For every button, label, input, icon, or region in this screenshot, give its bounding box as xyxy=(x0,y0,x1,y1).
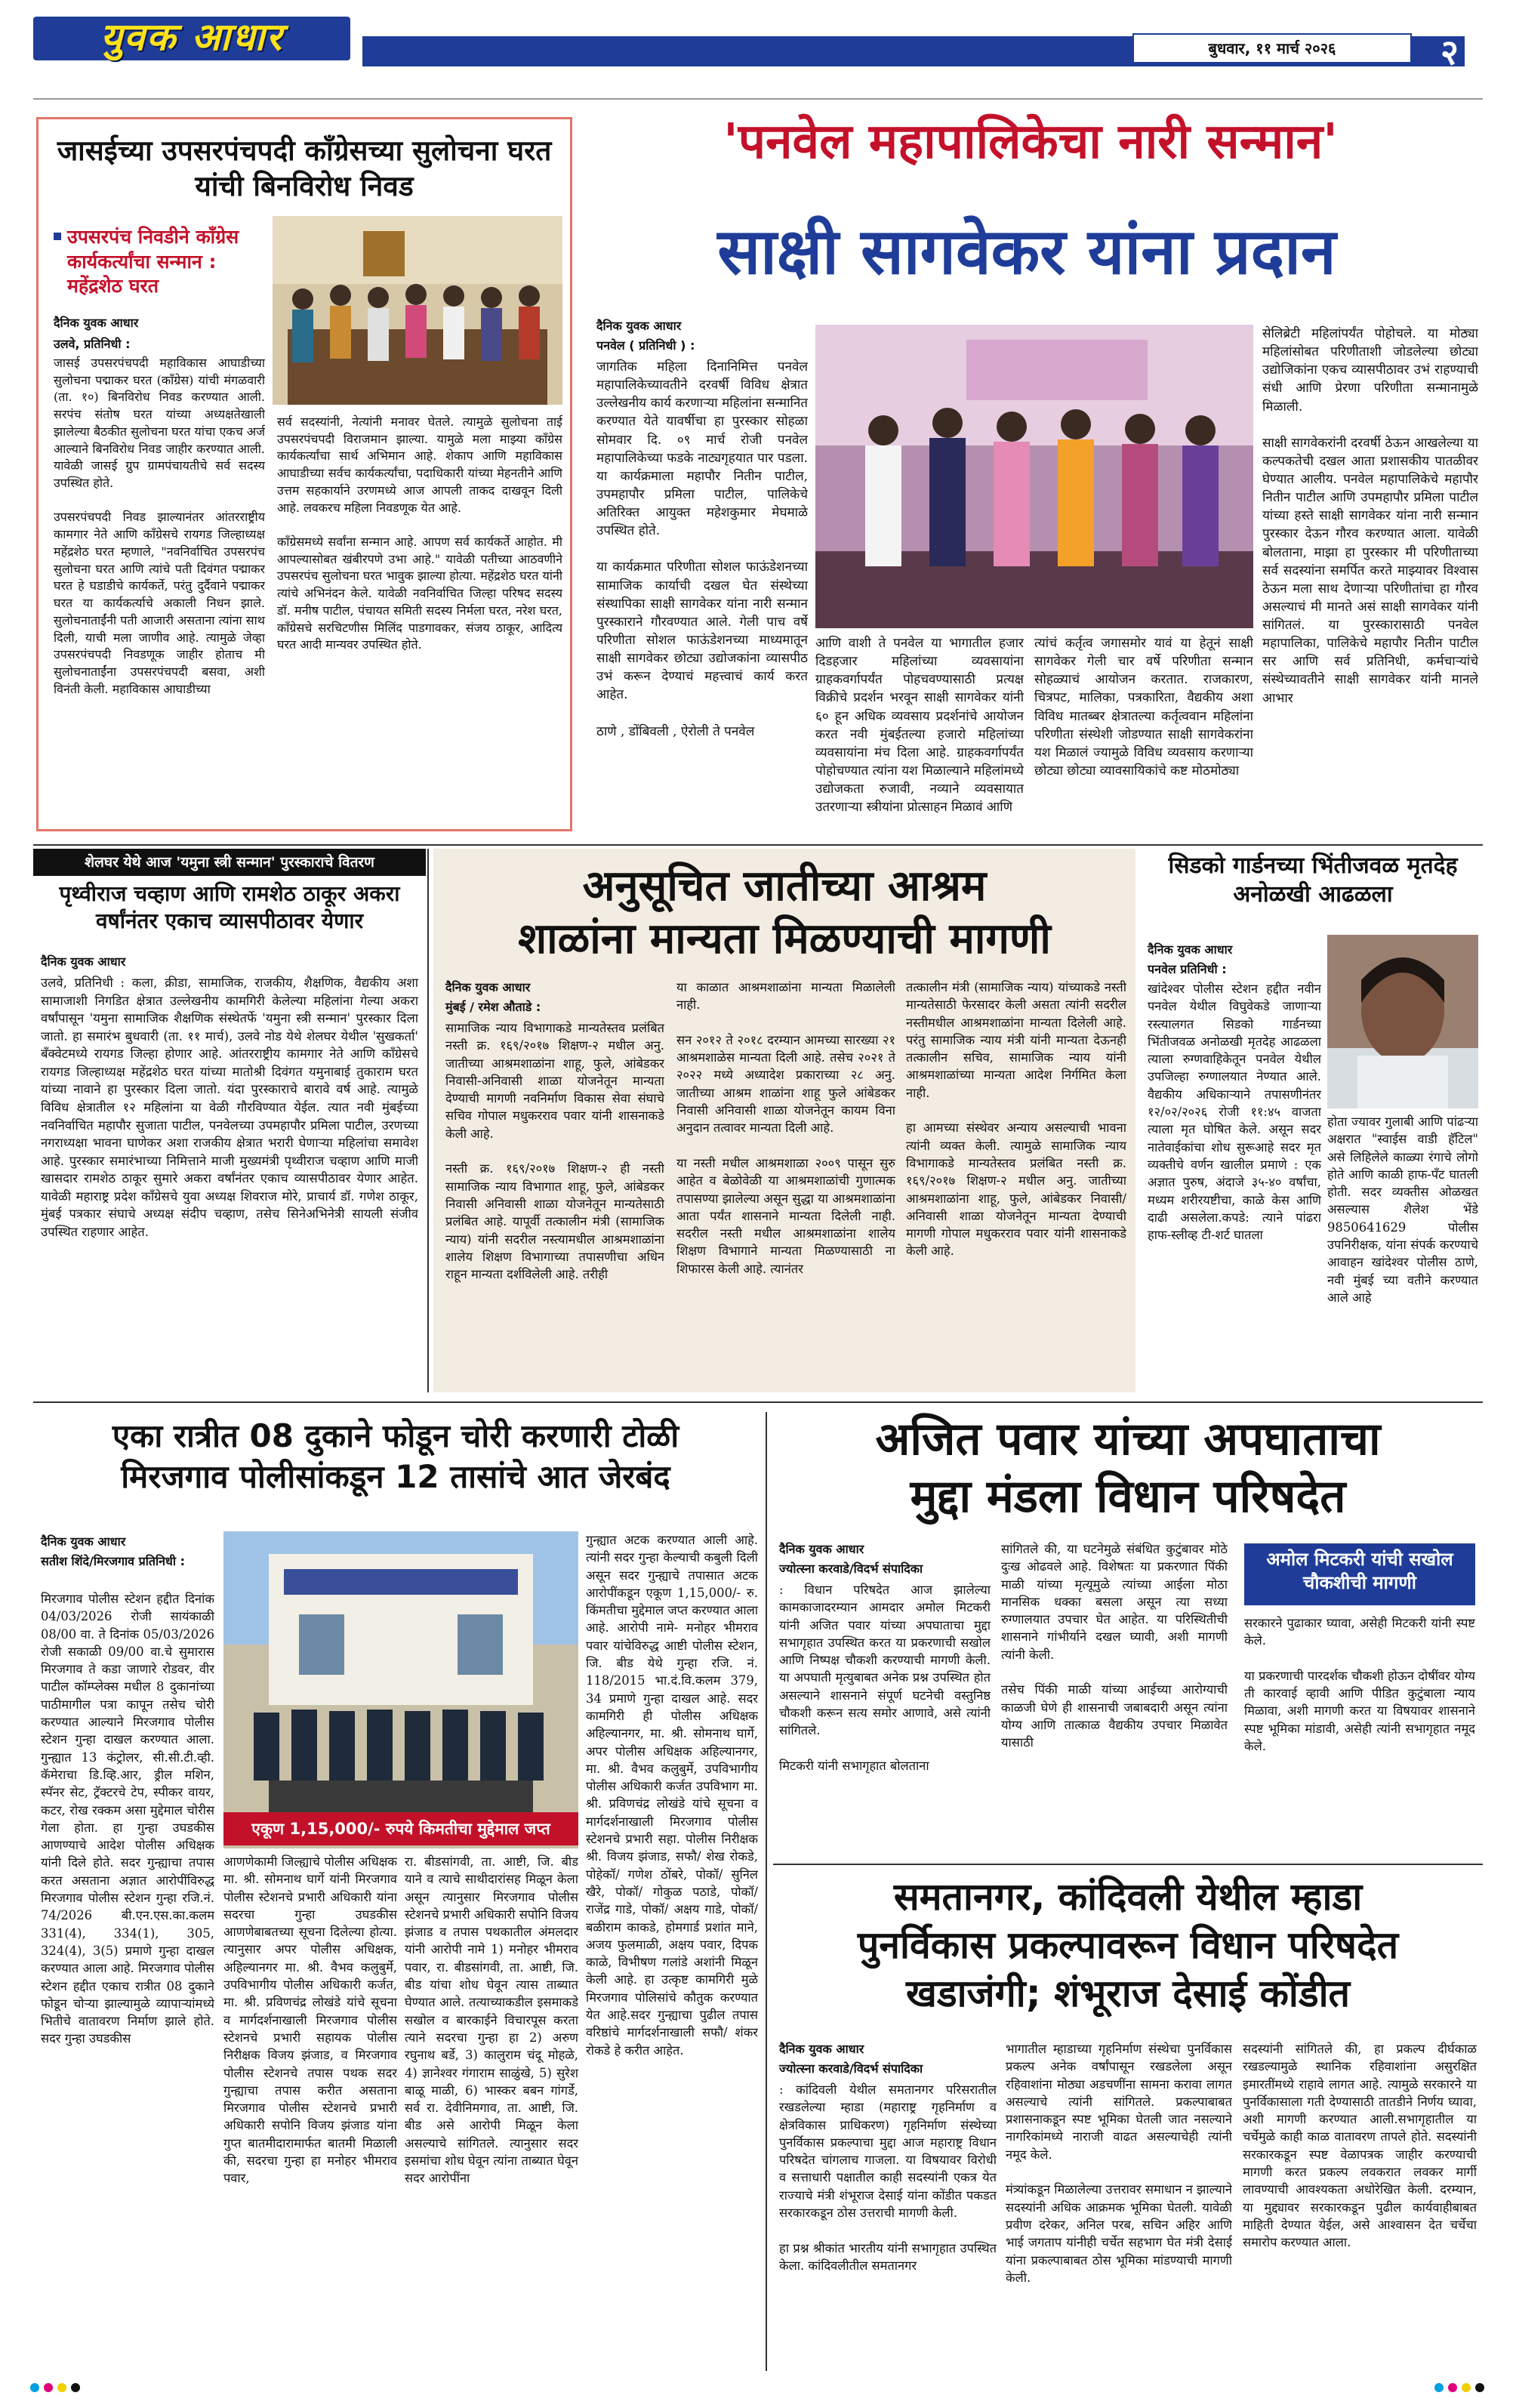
cyan-dot-icon xyxy=(30,2383,39,2392)
body-column-2: आणणेकामी जिल्ह्याचे पोलीस अधिक्षक मा. श्री. सोमनाथ घार्गे यांनी मिरजगाव पोलीस स्टेशनचे प्रभारी अधिकारी यांना सदरचा गुन्हा उघडकीस आणणेबाबतच्या सूचना दिलेल्या होत्या. त्यानुसार अपर पोलीस अधिक्षक, अहिल्यानगर मा. श्री. वैभव कलुबुर्मे, उपविभागीय पोलीस अधिकारी कर्जत, मा. श्री. प्रविणचंद्र लोखंडे यांचे सूचना व मार्गदर्शनाखाली मिरजगाव पोलीस स्टेशनचे प्रभारी सहायक पोलीस निरीक्षक विजय झंजाड, व मिरजगाव पोलीस स्टेशनचे तपास पथक सदर गुन्ह्याचा तपास करीत असताना मिरजगाव पोलीस स्टेशनचे प्रभारी अधिकारी सपोनि विजय झंजाड यांना गुप्त बातमीदारामार्फत बातमी मिळाली की, सदरचा गुन्हा हा मनोहर भीमराव पवार, xyxy=(223,1855,397,2186)
body-column-2: होता ज्यावर गुलाबी आणि पांढऱ्या अक्षरात "स्वाईस वाडी हॅटिल" असे लिहिलेले काळ्या रंगाचे लोगो होते आणि काळी हाफ-पॅंट घातली होती. सदर व्यक्तीस ओळखत असल्यास शैलेश भेंडे 9850641629 पोलीस उपनिरीक्षक, यांना संपर्क करण्याचे आवाहन खांदेश्वर पोलीस ठाणे, नवी मुंबई च्या वतीने करण्यात आले आहे xyxy=(1327,1115,1478,1305)
byline: दैनिक युवक आधार xyxy=(779,1542,864,1556)
body-column-1: : विधान परिषदेत आज झालेल्या कामकाजादरम्यान आमदार अमोल मिटकरी यांनी अजित पवार यांच्या अपघाताचा मुद्दा सभागृहात उपस्थित करत या प्रकरणाची सखोल आणि निष्पक्ष चौकशी करण्याची मागणी केली. या अपघाती मृत्युबाबत अनेक प्रश्न उपस्थित होत असल्याने शासनाने संपूर्ण घटनेची वस्तुनिष्ठ चौकशी करून सत्य समोर आणावे, असे त्यांनी सांगितले. मिटकरी यांनी सभागृहात बोलताना xyxy=(779,1583,991,1773)
dateline: ज्योत्स्ना करवाडे/विदर्भ संपादिका xyxy=(779,2061,923,2076)
police-station-photo xyxy=(223,1531,578,1848)
felicitation-photo xyxy=(273,216,562,405)
headline-line-1: अनुसूचित जातीच्या आश्रम xyxy=(582,862,987,911)
masthead xyxy=(0,0,1516,76)
body-column-2: या काळात आश्रमशाळांना मान्यता मिळालेली नाही. सन २०१२ ते २०१८ दरम्यान आमच्या सारख्या २१ आश्रमशाळेस मान्यता दिली आहे. तसेच २०२१ ते २०२२ मध्ये अध्यादेश प्रकाराच्या २८ अनु. जातीच्या आश्रम शाळांना शाहू फुले आंबेडकर निवासी अनिवासी शाळा योजनेतून कायम विना अनुदान तत्वावर मान्यता दिली आहे. या नस्ती मधील आश्रमशाळा २००९ पासून सुरु आहेत व बेळोवेळी या आश्रमशाळांची गुणात्मक तपासण्या झालेल्या असून सुद्धा या आश्रमशाळांना आता पर्यंत शासनाने मान्यता दिलेली नाही. सदरील नस्ती मधील आश्रमशाळांना शालेय शिक्षण विभागाने मान्यता मिळण्यासाठी ना शिफारस केली आहे. त्यानंतर xyxy=(676,980,895,1276)
print-registration-strip xyxy=(30,2379,1486,2397)
yellow-dot-icon xyxy=(1462,2383,1471,2392)
column-divider xyxy=(766,1412,767,2371)
cyan-dot-icon xyxy=(1434,2383,1444,2392)
byline: दैनिक युवक आधार xyxy=(41,954,126,969)
bullet-icon xyxy=(54,233,61,240)
body: उलवे, प्रतिनिधी : कला, क्रीडा, सामाजिक, राजकीय, शैक्षणिक, वैद्यकीय अशा सामाजाशी निगडित क्षेत्रात उल्लेखनीय कामगिरी केलेल्या महिलांना गेल्या अकरा वर्षांपासून 'यमुना सामाजिक शैक्षणिक संस्थेतर्फे 'यमुना स्त्री सन्मान' पुरस्कार दिला जातो. हा समारंभ बुधवारी (ता. ११ मार्च), उलवे नोड येथे शेलघर येथील 'सुखकर्ता' बॅंक्वेटमध्ये रायगड जिल्हा होणार आहे. आंतरराष्ट्रीय कामगार नेते आणि कॉंग्रेसचे रायगड जिल्हाध्यक्ष महेंद्रशेठ घरत यांच्या मातोश्री दिवंगत यमुनाबाई तुकाराम घरत यांच्या नावाने हा पुरस्कार दिला जातो. यंदा पुरस्काराचे बारावे वर्ष आहे. त्यामुळे विविध क्षेत्रातील १२ महिलांना या वेळी गौरविण्यात येईल. त्यात नवी मुंबईच्या नवनिर्वाचित महापौर सुजाता पाटील, पनवेलच्या उपमहापौर प्रमिला पाटील, उरणच्या नगराध्यक्षा भावना घाणेकर अशा राजकीय क्षेत्रात भरारी घेणाऱ्या महिलांचा समावेश आहे. पुरस्कार समारंभाच्या निमित्ताने माजी मुख्यमंत्री पृथ्वीराज चव्हाण आणि माजी खासदार रामशेठ ठाकूर सुमारे अकरा वर्षांनंतर एकाच व्यासपीठावर येणार आहेत. यावेळी महाराष्ट्र प्रदेश कॉंग्रेसचे युवा अध्यक्ष शिवराज मोरे, प्राचार्य डॉ. गणेश ठाकूर, मुंबई पत्रकार संघाचे अध्यक्ष संदीप चव्हाण, तसेच सिनेअभिनेत्री सायली संजीव उपस्थित राहणार आहेत. xyxy=(41,976,418,1239)
award-ceremony-photo xyxy=(815,325,1253,628)
black-dot-icon xyxy=(71,2383,80,2392)
photo-caption: एकूण 1,15,000/- रुपये किमतीचा मुद्देमाल जप्त xyxy=(223,1812,578,1845)
headline-line-2: पुनर्विकास प्रकल्पावरून विधान परिषदेत xyxy=(857,1923,1399,1967)
body-column-3: सदस्यांनी सांगितले की, हा प्रकल्प दीर्घकाळ रखडल्यामुळे स्थानिक रहिवाशांना असुरक्षित इमारतींमध्ये राहावे लागत आहे. त्यामुळे सरकारने या पुनर्विकासाला गती देण्यासाठी तातडीने निर्णय घ्यावा, अशी मागणी करण्यात आली.सभागृहातील या चर्चेमुळे काही काळ वातावरण तापले होते. सदस्यांनी सरकारकडून स्पष्ट वेळापत्रक जाहीर करण्याची मागणी करत प्रकल्प लवकरात लवकर मार्गी लावण्याची आवश्यकता अधोरेखित केली. दरम्यान, या मुद्द्यावर सरकारकडून पुढील कार्यवाहीबाबत माहिती देण्यात येईल, असे आश्वासन देत चर्चेचा समारोप करण्यात आला. xyxy=(1243,2042,1477,2250)
byline: दैनिक युवक आधार xyxy=(445,980,531,994)
dateline: मुंबई / रमेश औताडे : xyxy=(445,1000,541,1014)
body-column-2: आणि वाशी ते पनवेल या भागातील हजार दिडहजार महिलांच्या व्यवसायांना ग्राहकवर्गापर्यंत पोहचवण्यासाठी प्रत्यक्ष विक्रीचे प्रदर्शन भरवून साक्षी सागवेकर यांनी ६० हून अधिक व्यवसाय प्रदर्शनांचे आयोजन करत नवी मुंबईतल्या हजारो महिलांच्या व्यवसायांना मंच दिला आहे. ग्राहकवर्गापर्यंत पोहोचण्यात त्यांना यश मिळाल्याने महिलांमध्ये उद्योजकता रुजावी, नव्याने व्यवसायात उतरणाऱ्या स्त्रीयांना प्रोत्साहन मिळावं आणि xyxy=(815,636,1024,816)
byline: दैनिक युवक आधार xyxy=(596,319,682,333)
section-divider xyxy=(33,844,1483,846)
dateline: पनवेल प्रतिनिधी : xyxy=(1148,962,1227,976)
body-column-1: : कांदिवली येथील समतानगर परिसरातील रखडलेल्या म्हाडा (महाराष्ट्र गृहनिर्माण व क्षेत्रविकास प्राधिकरण) गृहनिर्माण संस्थेच्या पुनर्विकास प्रकल्पाचा मुद्दा आज महाराष्ट्र विधान परिषदेत चांगलाच गाजला. या विषयावर विरोधी व सत्ताधारी पक्षातील काही सदस्यांनी एकत्र येत राज्याचे मंत्री शंभूराज देसाई यांना कोंडीत पकडत सरकारकडून ठोस उत्तराची मागणी केली. हा प्रश्न श्रीकांत भारतीय यांनी सभागृहात उपस्थित केला. कांदिवलीतील समतानगर xyxy=(779,2083,997,2273)
dateline: ज्योत्स्ना करवाडे/विदर्भ संपादिका xyxy=(779,1562,923,1576)
byline: दैनिक युवक आधार xyxy=(54,316,139,330)
section-divider xyxy=(773,1864,1483,1865)
headline-line-2: मिरजगाव पोलीसांकडून 12 तासांचे आत जेरबंद xyxy=(121,1458,670,1495)
newspaper-logo: युवक आधार xyxy=(100,15,283,59)
side-highlight-box: अमोल मिटकरी यांची सखोल चौकशीची मागणी xyxy=(1244,1543,1475,1605)
body-column-2: सर्व सदस्यांनी, नेत्यांनी मनावर घेतले. त्यामुळे सुलोचना ताई उपसरपंचपदी विराजमान झाल्या. यामुळे मला माझ्या कॉंग्रेस कार्यकर्त्यांचा सार्थ अभिमान आहे. शेकाप आणि महाविकास आघाडीच्या सर्वच कार्यकर्त्यांचा, पदाधिकारी यांच्या मेहनतीने आणि उत्तम सहकार्याने उरणमध्ये आज आपली ताकद दाखवून दिली आहे. लवकरच महिला निवडणूक येत आहे. कॉंग्रेसमध्ये सर्वांना सन्मान आहे. आपण सर्व कार्यकर्ते आहोत. मी आपल्यासोबत खंबीरपणे उभा आहे." यावेळी पतीच्या आठवणीने उपसरपंच सुलोचना घरत भावुक झाल्या होत्या. महेंद्रशेठ घरत यांनी त्यांचे अभिनंदन केले. यावेळी नवनिर्वाचित जिल्हा परिषद सदस्य डॉ. मनीष पाटील, पंचायत समिती सदस्य निर्मला घरत, नरेश घरत, कॉंग्रेसचे सरचिटणीस मिलिंद पाडगावकर, संजय ठाकूर, आदित्य घरत आदी मान्यवर उपस्थित होते. xyxy=(277,415,562,652)
masthead-divider xyxy=(33,98,1483,100)
subheadline: उपसरपंच निवडीने कॉंग्रेस कार्यकर्त्यांचा सन्मान : महेंद्रशेठ घरत xyxy=(67,226,239,297)
headline-line-1: अजित पवार यांच्या अपघाताचा xyxy=(875,1413,1381,1466)
body-column-1: मिरजगाव पोलीस स्टेशन हद्दीत दिनांक 04/03/2026 रोजी सायंकाळी 08/00 वा. ते दिनांक 05/03/2026 रोजी सकाळी 09/00 वा.चे सुमारास मिरजगाव ते कडा जाणारे रोडवर, वीर पाटील कॉम्प्लेक्स मधील 8 दुकानांच्या पाठीमागील पत्रा कापून तसेच चोरी करण्यात आल्याने मिरजगाव पोलीस स्टेशन गुन्हा दाखल करण्यात आला. गुन्ह्यात 13 कंट्रोलर, सी.सी.टी.व्ही. कॅमेराचा डि.व्हि.आर, ड्रील मशिन, स्पॅनर सेट, ट्रॅक्टरचे टेप, स्पीकर वायर, कटर, रोख रक्कम असा मुद्देमाल चोरीस गेला होता. हा गुन्हा उघडकीस आणण्याचे आदेश पोलीस अधिक्षक यांनी दिले होते. सदर गुन्ह्याचा तपास करत असताना अज्ञात आरोपींविरुद्ध मिरजगाव पोलीस स्टेशन गुन्हा रजि.नं. 74/2026 बी.एन.एस.का.कलम 331(4), 334(1), 305, 324(4), 3(5) प्रमाणे गुन्हा दाखल करण्यात आला आहे. मिरजगाव पोलीस स्टेशन हद्दीत एकाच रात्रीत 08 दुकाने फोडून चोऱ्या झाल्यामुळे व्यापाऱ्यांमध्ये भितीचे वातावरण निर्माण झाले होते. सदर गुन्हा उघडकीस xyxy=(41,1592,214,2046)
issue-date: बुधवार, ११ मार्च २०२६ xyxy=(1132,33,1412,63)
headline-line-1: 'पनवेल महापालिकेचा नारी सन्मान' xyxy=(723,114,1338,170)
dateline: सतीश शिंदे/मिरजगाव प्रतिनिधी : xyxy=(41,1554,185,1568)
headline: सिडको गार्डनच्या भिंतीजवळ मृतदेह अनोळखी आढळला xyxy=(1168,853,1458,908)
byline: दैनिक युवक आधार xyxy=(779,2042,864,2056)
body-column-4: गुन्ह्यात अटक करण्यात आली आहे. त्यांनी सदर गुन्हा केल्याची कबुली दिली असून सदर गुन्ह्याचे तपासात अटक आरोपींकडून एकूण 1,15,000/- रु. किंमतीचा मुद्देमाल जप्त करण्यात आला आहे. आरोपी नामे- मनोहर भीमराव पवार यांचेविरुद्ध आष्टी पोलीस स्टेशन, जि. बीड येथे गुन्हा रजि. नं. 118/2015 भा.दं.वि.कलम 379, 34 प्रमाणे गुन्हा दाखल आहे. सदर कामगिरी ही पोलीस अधिक्षक अहिल्यानगर, मा. श्री. सोमनाथ घार्गे, अपर पोलीस अधिक्षक अहिल्यानगर, मा. श्री. वैभव कलुबुर्मे, उपविभागीय पोलीस अधिकारी कर्जत उपविभाग मा. श्री. प्रविणचंद्र लोखंडे यांचे सूचना व मार्गदर्शनाखाली मिरजगाव पोलीस स्टेशनचे प्रभारी सहा. पोलीस निरीक्षक श्री. विजय झंजाड, सफौ/ शेख रोकडे, पोहेकॉ/ गणेश ठोंबरे, पोकॉ/ सुनिल खैरे, पोकॉ/ गोकुळ पठाडे, पोकॉ/ राजेंद्र गाडे, पोकॉ/ अक्षय गाडे, पोकॉ/ बळीराम काकडे, होमगार्ड प्रशांत माने, अजय फुलमाळी, अक्षय पवार, दिपक काळे, विभीषण गलांडे अशांनी मिळून केली आहे. हा उत्कृष्ट कामगिरी मुळे मिरजगाव पोलिसांचे कौतुक करण्यात येत आहे.सदर गुन्ह्याचा पुढील तपास वरिष्ठांचे मार्गदर्शनाखाली सफौ/ शंकर रोकडे हे करीत आहेत. xyxy=(586,1533,758,2058)
section-divider xyxy=(33,1401,1483,1403)
body-column-1: सामाजिक न्याय विभागाकडे मान्यतेस्तव प्रलंबित नस्ती क्र. १६९/२०१७ शिक्षण-२ मधील अनु. जातीच्या आश्रमशाळांना शाहू, फुले, आंबेडकर निवासी-अनिवासी शाळा योजनेतून मान्यता देण्याची मागणी नवनिर्माण विकास सेवा संघाचे सचिव गोपाल मधुकरराव पवार यांनी शासनाकडे केली आहे. नस्ती क्र. १६९/२०१७ शिक्षण-२ ही नस्ती सामाजिक न्याय विभागात शाहू, फुले, आंबेडकर निवासी अनिवासी शाळा योजनेतून मान्यतेसाठी प्रलंबित आहे. यापूर्वी तत्कालीन मंत्री (सामाजिक न्याय) यांनी सदरील नस्त्यामधील आश्रमशाळांना शालेय शिक्षण विभागाच्या तपासणीचा अधिन राहून मान्यता दर्शविलेली आहे. तरीही xyxy=(445,1021,664,1282)
headline-line-2: मुद्दा मंडला विधान परिषदेत xyxy=(910,1470,1346,1523)
headline-line-1: समतानगर, कांदिवली येथील म्हाडा xyxy=(893,1875,1363,1919)
deceased-person-photo xyxy=(1327,935,1478,1108)
headline-line-2: शाळांना मान्यता मिळण्याची मागणी xyxy=(518,914,1051,964)
page-number: २ xyxy=(1441,32,1459,72)
body-column-1: जागतिक महिला दिनानिमित्त पनवेल महापालिकेच्यावतीने दरवर्षी विविध क्षेत्रात उल्लेखनीय कार्य करणाऱ्या महिलांना सन्मानित करण्यात येते यावर्षीचा हा पुरस्कार सोहळा सोमवार दि. ०९ मार्च रोजी पनवेल महापालिकेच्या फडके नाट्यगृहयात पार पडला. या कार्यक्रमाला महापौर नितीन पाटील, उपमहापौर प्रमिला पाटील, पालिकेचे अतिरिक्त आयुक्त महेशकुमार मेघमाळे उपस्थित होते. या कार्यक्रमात परिणीता सोशल फाऊंडेशनच्या सामाजिक कार्याची दखल घेत संस्थेच्या संस्थापिका साक्षी सागवेकर यांना नारी सन्मान पुरस्काराने गौरवण्यात आले. गेली पाच वर्षे परिणीता सोशल फाऊंडेशनच्या माध्यमातून साक्षी सागवेकर छोट्या उद्योजकांना व्यासपीठ उभं करून देण्याचं महत्त्वाचं कार्य करत आहेत. ठाणे , डोंबिवली , ऐरोली ते पनवेल xyxy=(596,359,808,739)
dateline: उलवे, प्रतिनिधी : xyxy=(54,337,131,351)
body-column-1: जासई उपसरपंचपदी महाविकास आघाडीच्या सुलोचना पद्माकर घरत (कॉंग्रेस) यांची मंगळवारी (ता. १०) बिनविरोध निवड करण्यात आली. सरपंच संतोष घरत यांच्या अध्यक्षतेखाली झालेल्या बैठकीत सुलोचना घरत यांचा एकच अर्ज आल्याने बिनविरोध निवड जाहीर करण्यात आली. यावेळी जासई ग्रुप ग्रामपंचायतीचे सर्व सदस्य उपस्थित होते. उपसरपंचपदी निवड झाल्यानंतर आंतरराष्ट्रीय कामगार नेते आणि कॉंग्रेसचे रायगड जिल्हाध्यक्ष महेंद्रशेठ घरत म्हणाले, "नवनिर्वाचित उपसरपंच सुलोचना घरत आणि त्यांचे पती दिवंगत पद्माकर घरत हे घडाडीचे कार्यकर्ते, परंतु दुर्दैवाने पद्माकर घरत या कार्यकर्त्याचे अकाली निधन झाले. सुलोचनाताईंनी पती आजारी असताना त्यांना साथ दिली, याची मला जाणीव आहे. त्यामुळे जेव्हा उपसरपंचपदी निवडणूक जाहीर होताच मी सुलोचनाताईंना उपसरपंचपदी बसवा, अशी विनंती केली. महाविकास आघाडीच्या xyxy=(54,356,265,696)
byline: दैनिक युवक आधार xyxy=(41,1534,126,1549)
yellow-dot-icon xyxy=(57,2383,66,2392)
headline: पृथ्वीराज चव्हाण आणि रामशेठ ठाकूर अकरा वर्षांनंतर एकाच व्यासपीठावर येणार xyxy=(59,881,400,933)
headline: जासईच्या उपसरपंचपदी कॉंग्रेसच्या सुलोचना घरत यांची बिनविरोध निवड xyxy=(57,134,552,203)
body-column-3: सरकारने पुढाकार घ्यावा, असेही मिटकरी यांनी स्पष्ट केले. या प्रकरणाची पारदर्शक चौकशी होऊन दोषींवर योग्य ती कारवाई व्हावी आणि पीडित कुटुंबाला न्याय मिळावा, अशी मागणी करत या विषयावर शासनाने स्पष्ट भूमिका मांडावी, असेही त्यांनी सभागृहात नमूद केले. xyxy=(1244,1616,1475,1754)
magenta-dot-icon xyxy=(1448,2383,1457,2392)
byline: दैनिक युवक आधार xyxy=(1148,942,1233,957)
body-column-3: रा. बीडसांगवी, ता. आष्टी, जि. बीड याने व त्याचे साथीदारांसह मिळून केला असून त्यानुसार मिरजगाव पोलीस स्टेशनचे प्रभारी अधिकारी सपोनि विजय झंजाड व तपास पथकातील अंमलदार यांनी आरोपी नामे 1) मनोहर भीमराव पवार, रा. बीडसांगवी, ता. आष्टी, जि. बीड यांचा शोध घेवून त्यास ताब्यात घेण्यात आले. तत्याच्याकडील इसमाकडे सखोल व बारकाईने विचारपूस करता त्याने सदरचा गुन्हा हा 2) अरुण रघुनाथ बर्डे, 3) कालुराम चंदू मोहळे, 4) ज्ञानेश्वर गंगाराम साळुंखे, 5) सुरेश बाळू माळी, 6) भास्कर बबन गांगर्डे, सर्व रा. देवीनिमगाव, ता. आष्टी, जि. बीड असे आरोपी मिळून केला असल्याचे सांगितले. त्यानुसार सदर इसमांचा शोध घेवून त्यांना ताब्यात घेवून सदर आरोपींना xyxy=(405,1855,578,2186)
body-column-2: भागातील म्हाडाच्या गृहनिर्माण संस्थेचा पुनर्विकास प्रकल्प अनेक वर्षांपासून रखडलेला असून रहिवाशांना मोठ्या अडचणींना सामना करावा लागत असल्याचे त्यांनी सांगितले. प्रकल्पाबाबत प्रशासनाकडून स्पष्ट भूमिका घेतली जात नसल्याने नागरिकांमध्ये नाराजी वाढत असल्याचेही त्यांनी नमूद केले. मंत्र्यांकडून मिळालेल्या उत्तरावर समाधान न झाल्याने सदस्यांनी अधिक आक्रमक भूमिका घेतली. यावेळी प्रवीण दरेकर, अनिल परब, सचिन अहिर आणि भाई जगताप यांनीही चर्चेत सहभाग घेत मंत्री देसाई यांना प्रकल्पाबाबत ठोस भूमिका मांडण्याची मागणी केली. xyxy=(1006,2042,1232,2285)
body-column-4: सेलिब्रेटी महिलांपर्यंत पोहोचले. या मोठ्या महिलांसोबत परिणीताशी जोडलेल्या छोट्या उद्योजिकांना एकच व्यासपीठावर उभं राहण्याची संधी आणि प्रेरणा परिणीता सन्मानामुळे मिळाली. साक्षी सागवेकरांनी दरवर्षी ठेऊन आखलेल्या या कल्पकतेची दखल आता प्रशासकीय पातळीवर घेण्यात आलीय. पनवेल महापालिकेचे महापौर नितीन पाटील आणि उपमहापौर प्रमिला पाटील यांच्या हस्ते साक्षी सागवेकर यांना नारी सन्मान पुरस्कार देऊन गौरव करण्यात आला. यावेळी बोलताना, माझा हा पुरस्कार मी परिणीताच्या सर्व सदस्यांना समर्पित करते माझ्यावर विश्वास ठेऊन मला साथ देणाऱ्या परिणीतांचा हा गौरव असल्याचं मी मानते असं साक्षी सागवेकर यांनी सांगितलं. या पुरस्कारासाठी पनवेल महापालिका, पालिकेचे महापौर नितीन पाटील सर आणि सर्व प्रतिनिधी, कर्मचाऱ्यांचे संस्थेच्यावतीने साक्षी सागवेकर यांनी मानले आभार xyxy=(1262,326,1478,706)
headline-line-3: खडाजंगी; शंभूराज देसाई कोंडीत xyxy=(905,1972,1351,2015)
kicker: शेलघर येथे आज 'यमुना स्त्री सन्मान' पुरस्काराचे वितरण xyxy=(33,849,426,876)
story-ashram-school xyxy=(433,849,1135,1392)
headline-line-1: एका रात्रीत 08 दुकाने फोडून चोरी करणारी टोळी xyxy=(112,1417,679,1454)
headline-line-2: साक्षी सागवेकर यांना प्रदान xyxy=(717,214,1336,288)
dateline: पनवेल ( प्रतिनिधी ) : xyxy=(596,338,695,353)
story-upsarpanch xyxy=(36,117,572,831)
body-column-3: तत्कालीन मंत्री (सामाजिक न्याय) यांच्याकडे नस्ती मान्यतेसाठी फेरसादर केली असता त्यांनी सदरील नस्तीमधील आश्रमशाळांना मान्यता दिलेली आहे. परंतु सामाजिक न्याय मंत्री यांनी मान्यता देऊनही तत्कालीन सचिव, सामाजिक न्याय यांनी आश्रमशाळांच्या मान्यता आदेश निर्गमित केला नाही. हा आमच्या संस्थेवर अन्याय असल्याची भावना त्यांनी व्यक्त केली. त्यामुळे सामाजिक न्याय विभागाकडे मान्यतेस्तव प्रलंबित नस्ती क्र. १६९/२०१७ शिक्षण-२ मधील अनु. जातीच्या आश्रमशाळांना शाहू, फुले, आंबेडकर निवासी/अनिवासी शाळा योजनेतून मान्यता देण्याची मागणी गोपाल मधुकरराव पवार यांनी शासनाकडे केली आहे. xyxy=(906,980,1126,1259)
body-column-2: सांगितले की, या घटनेमुळे संबंधित कुटुंबावर मोठे दुःख ओढवले आहे. विशेषतः या प्रकरणात पिंकी माळी यांच्या मृत्यूमुळे त्यांच्या आईला मोठा मानसिक धक्का बसला असून त्या सध्या रुग्णालयात उपचार घेत आहेत. या परिस्थितीची शासनाने गांभीर्याने दखल घ्यावी, अशी मागणी त्यांनी केली. तसेच पिंकी माळी यांच्या आईच्या आरोग्याची काळजी घेणे ही शासनाची जबाबदारी असून त्यांना योग्य आणि तात्काळ वैद्यकीय उपचार मिळावेत यासाठी xyxy=(1001,1542,1228,1750)
magenta-dot-icon xyxy=(44,2383,53,2392)
black-dot-icon xyxy=(1475,2383,1484,2392)
body-column-1: खांदेश्वर पोलीस स्टेशन हद्दीत नवीन पनवेल येथील विघुवेकडे जाणाऱ्या रस्त्यालगत सिडको गार्डनच्या भिंतीजवळ अनोळखी मृतदेह आढळला त्याला रुग्णवाहिकेतून पनवेल येथील उपजिल्हा रुग्णालयात नेण्यात आले. वैद्यकीय अधिकाऱ्याने तपासणीनंतर १२/०२/२०२६ रोजी ११:४५ वाजता त्याला मृत घोषित केले. असून सदर नातेवाईकांचा शोध सुरूआहे सदर मृत व्यक्तीचे वर्णन खालील प्रमाणे : एक अज्ञात पुरुष, अंदाजे ३५-४० वर्षांचा, मध्यम शरीरयष्टीचा, काळे केस आणि दाढी असलेला.कपडे: त्याने पांढरा हाफ-स्लीव्ह टी-शर्ट घातला xyxy=(1148,982,1321,1243)
body-column-3: त्यांचं कर्तृत्व जगासमोर यावं या हेतूनं साक्षी सागवेकर गेली चार वर्षे परिणीता सन्मान सोहळ्याचं आयोजन करतात. राजकारण, चित्रपट, मालिका, पत्रकारिता, वैद्यकीय अशा विविध मातब्बर क्षेत्रातल्या कर्तृत्ववान महिलांना परिणीता संस्थेशी जोडण्यात साक्षी सागवेकरांना यश मिळालं ज्यामुळे विविध व्यवसाय करणाऱ्या छोट्या छोट्या व्यावसायिकांचे कष्ट मोठमोठ्या xyxy=(1034,636,1253,779)
column-divider xyxy=(427,849,429,1392)
